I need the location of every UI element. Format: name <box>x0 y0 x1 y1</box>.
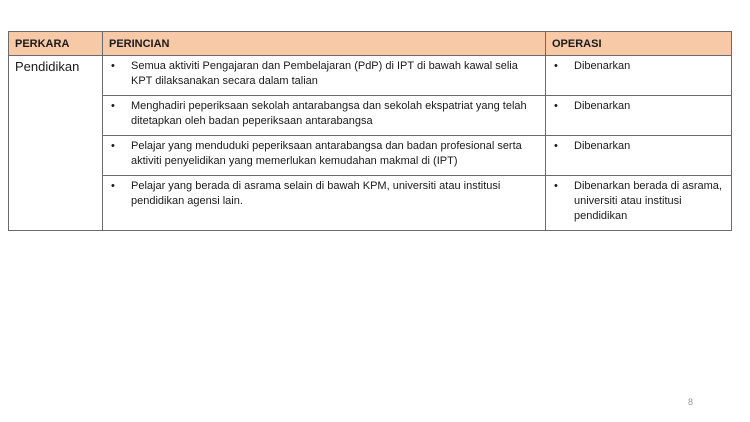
header-perincian: PERINCIAN <box>103 32 546 56</box>
operasi-cell <box>546 176 732 231</box>
perincian-cell <box>103 56 546 96</box>
operasi-text: Dibenarkan <box>574 100 631 112</box>
category-cell: Pendidikan <box>9 56 103 231</box>
table-row <box>9 136 732 176</box>
operasi-cell <box>546 56 732 96</box>
bullet-icon: • <box>554 100 558 112</box>
table-row <box>9 96 732 136</box>
perincian-text: Menghadiri peperiksaan sekolah antarabangsa dan sekolah ekspatriat yang telah ditetapkan oleh badan peperiksaan antarabangsa <box>131 100 527 127</box>
header-perkara: PERKARA <box>9 32 103 56</box>
operasi-text: Dibenarkan <box>574 140 631 152</box>
operasi-text: Dibenarkan berada di asrama, universiti atau institusi pendidikan <box>574 180 722 222</box>
table-row <box>9 176 732 231</box>
perincian-cell <box>103 96 546 136</box>
bullet-icon: • <box>111 100 115 112</box>
operasi-text: Dibenarkan <box>574 60 631 72</box>
bullet-icon: • <box>111 140 115 152</box>
bullet-icon: • <box>111 60 115 72</box>
header-operasi: OPERASI <box>546 32 732 56</box>
bullet-icon: • <box>111 180 115 192</box>
bullet-icon: • <box>554 180 558 192</box>
table-row <box>9 56 732 96</box>
perincian-text: Pelajar yang berada di asrama selain di bawah KPM, universiti atau institusi pendidikan agensi lain. <box>131 180 501 207</box>
perincian-cell <box>103 176 546 231</box>
operasi-cell <box>546 96 732 136</box>
rules-table <box>8 31 732 231</box>
bullet-icon: • <box>554 60 558 72</box>
perincian-text: Semua aktiviti Pengajaran dan Pembelajaran (PdP) di IPT di bawah kawal selia KPT dilaksanakan secara dalam talian <box>131 60 518 87</box>
bullet-icon: • <box>554 140 558 152</box>
perincian-cell <box>103 136 546 176</box>
table-header-row <box>9 32 732 56</box>
page-number: 8 <box>688 397 694 407</box>
perincian-text: Pelajar yang menduduki peperiksaan antarabangsa dan badan profesional serta aktiviti penyelidikan yang memerlukan kemudahan makmal di (IPT) <box>131 140 522 167</box>
operasi-cell <box>546 136 732 176</box>
